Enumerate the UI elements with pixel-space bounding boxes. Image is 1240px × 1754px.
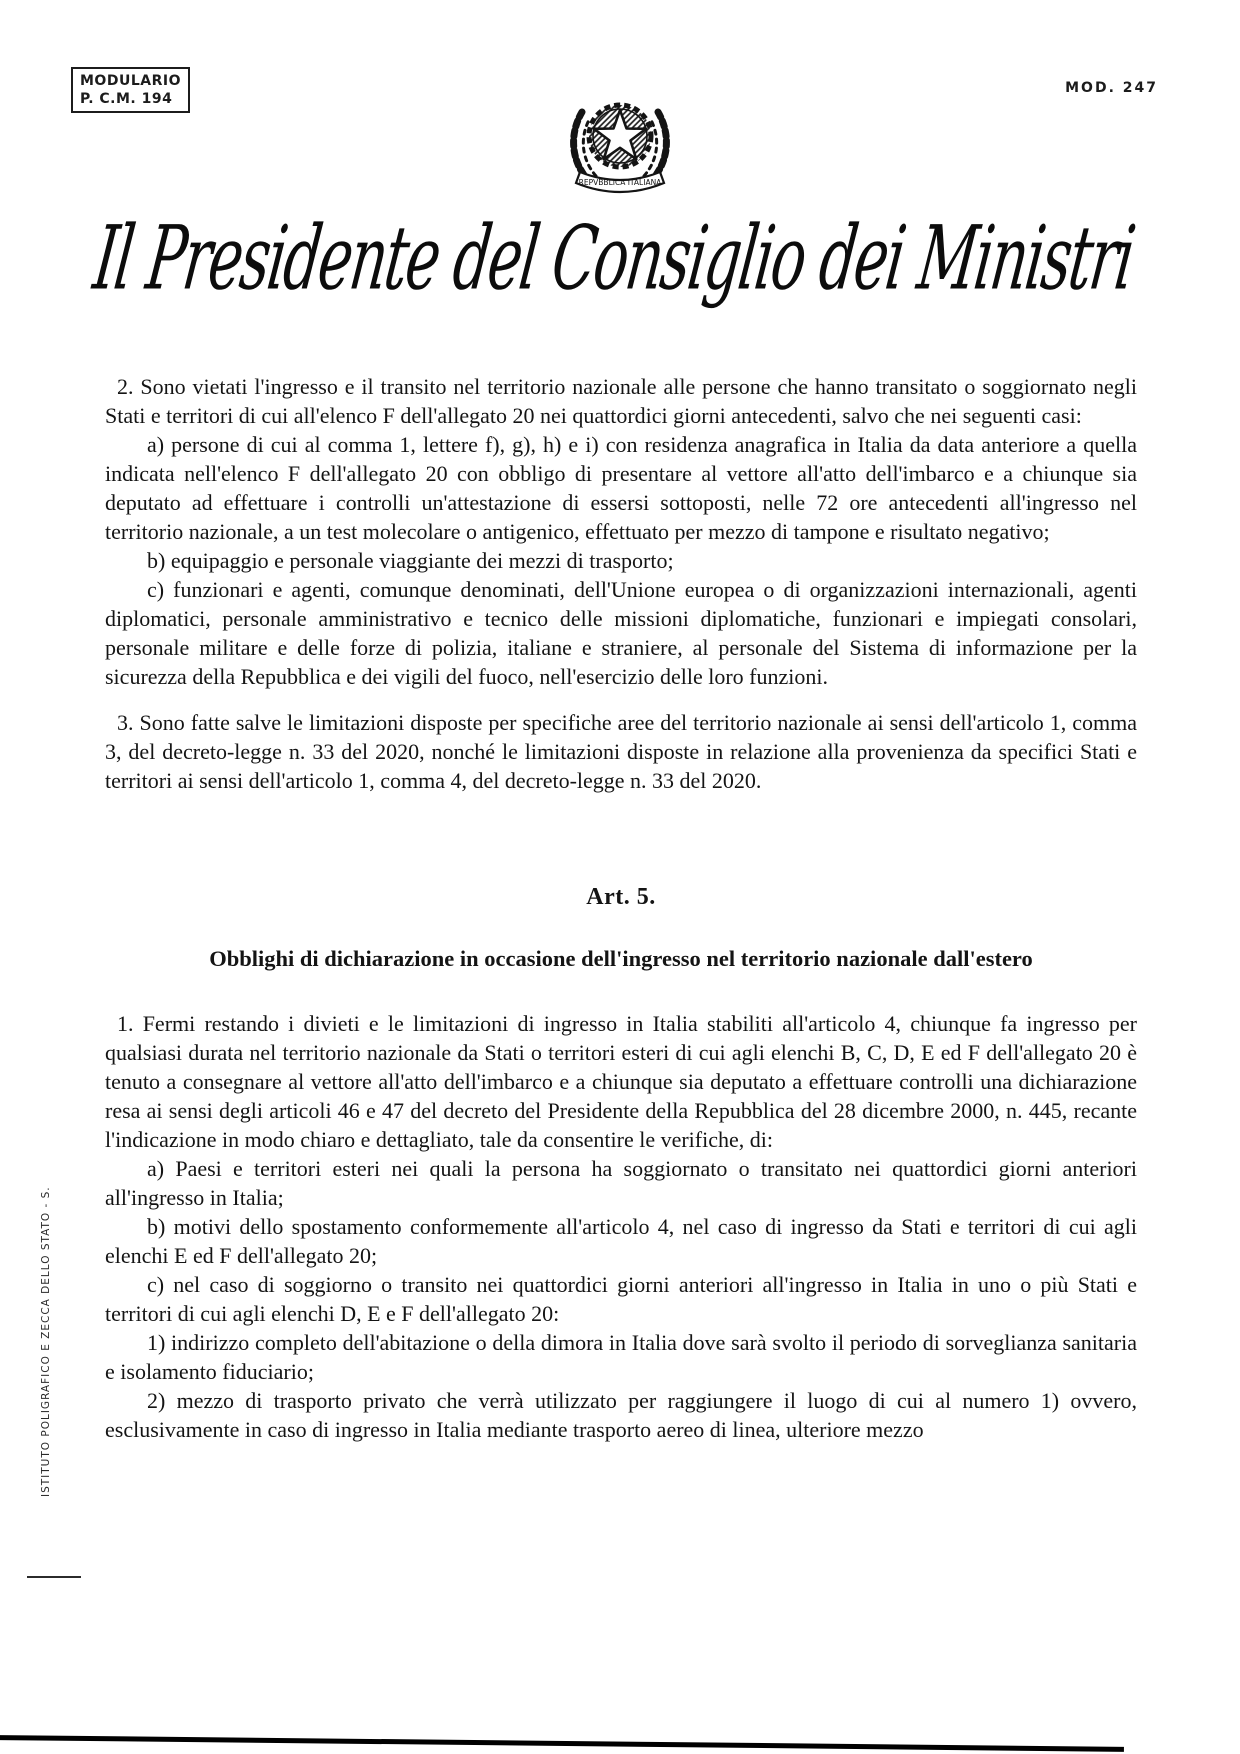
printer-imprint-vertical-text: ISTITUTO POLIGRAFICO E ZECCA DELLO STATO - S. [40, 1186, 52, 1497]
item-b: b) equipaggio e personale viaggiante dei mezzi di trasporto; [147, 548, 674, 573]
article-subtitle: Obblighi di dichiarazione in occasione dell'ingresso nel territorio nazionale dall'estero [209, 946, 1033, 971]
modulario-line2: P. C.M. 194 [80, 91, 173, 108]
item-c-list2: c) nel caso di soggiorno o transito nei quattordici giorni anteriori all'ingresso in Italia in uno o più Stati e territori di cui agli elenchi D, E e F dell'allegato 20: [105, 1272, 1137, 1326]
paragraph-comma-2: 2. Sono vietati l'ingresso e il transito nel territorio nazionale alle persone che hanno transitato o soggiornato negli Stati e territori di cui all'elenco F dell'allegato 20 nei quattordici giorni antecedenti, salvo che nei seguenti casi: [105, 374, 1137, 428]
item-a: a) persone di cui al comma 1, lettere f), g), h) e i) con residenza anagrafica in Italia da data anteriore a quella indicata nell'elenco F dell'allegato 20 con obbligo di presentare al vettore all'atto dell'imbarco e a chiunque sia deputato ad effettuare i controlli un'attestazione di essersi sottoposti, nelle 72 ore antecedenti all'ingresso nel territorio nazionale, a un test molecolare o antigenico, effettuato per mezzo di tampone e risultato negativo; [105, 432, 1137, 544]
item-c: c) funzionari e agenti, comunque denominati, dell'Unione europea o di organizzazioni internazionali, agenti diplomatici, personale amministrativo e tecnico delle missioni diplomatiche, funzionari e impiegati consolari, personale militare e delle forze di polizia, italiane e straniere, al personale del Sistema di informazione per la sicurezza della Repubblica e dei vigili del fuoco, nell'esercizio delle loro funzioni. [105, 577, 1137, 689]
italy-republic-emblem-icon [556, 84, 684, 213]
left-margin-dash [27, 1576, 81, 1578]
modulario-line1: MODULARIO [80, 73, 181, 89]
script-title: Il Presidente del Consiglio dei Ministri [88, 208, 1139, 311]
emblem-banner-text: REPVBBLICA ITALIANA [578, 178, 662, 187]
paragraph-comma-1: 1. Fermi restando i divieti e le limitazioni di ingresso in Italia stabiliti all'articolo 4, chiunque fa ingresso per qualsiasi durata nel territorio nazionale da Stati o territori esteri di cui agli elenchi B, C, D, E ed F dell'allegato 20 è tenuto a consegnare al vettore all'atto dell'imbarco e a chiunque sia deputato a effettuare controlli una dichiarazione resa ai sensi degli articoli 46 e 47 del decreto del Presidente della Repubblica del 28 dicembre 2000, n. 445, recante l'indicazione in modo chiaro e dettagliato, tale da consentire le verifiche, di: [105, 1011, 1137, 1152]
item-number-1: 1) indirizzo completo dell'abitazione o della dimora in Italia dove sarà svolto il periodo di sorveglianza sanitaria e isolamento fiduciario; [105, 1330, 1137, 1384]
paragraph-comma-3: 3. Sono fatte salve le limitazioni disposte per specifiche aree del territorio nazionale ai sensi dell'articolo 1, comma 3, del decreto-legge n. 33 del 2020, nonché le limitazioni disposte in relazione alla provenienza da specifici Stati e territori ai sensi dell'articolo 1, comma 4, del decreto-legge n. 33 del 2020. [105, 710, 1137, 793]
item-number-2: 2) mezzo di trasporto privato che verrà utilizzato per raggiungere il luogo di cui al numero 1) ovvero, esclusivamente in caso di ingresso in Italia mediante trasporto aereo di linea, ulteriore mezzo [105, 1388, 1137, 1442]
modulario-stamp-box [71, 67, 190, 113]
scan-edge-bar [0, 1735, 1124, 1752]
article-heading: Art. 5. [586, 884, 656, 910]
mod-number-label: MOD. 247 [1065, 80, 1158, 96]
item-a-list2: a) Paesi e territori esteri nei quali la persona ha soggiornato o transitato nei quattordici giorni anteriori all'ingresso in Italia; [105, 1156, 1137, 1210]
document-body [105, 372, 1137, 1444]
item-b-list2: b) motivi dello spostamento conformemente all'articolo 4, nel caso di ingresso da Stati e territori di cui agli elenchi E ed F dell'allegato 20; [105, 1214, 1137, 1268]
